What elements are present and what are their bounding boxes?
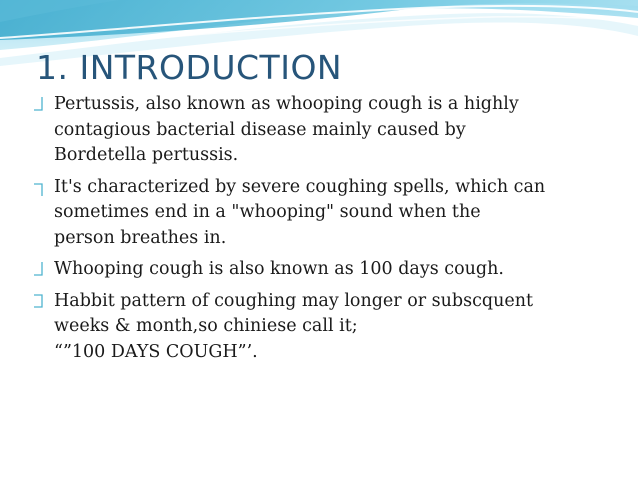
- bullet-text-line: sometimes end in a "whooping" sound when the: [54, 202, 481, 222]
- bullet-text-line: weeks & month,so chiniese call it;: [54, 316, 358, 336]
- bullet-text-line: It's characterized by severe coughing spells, which can: [54, 176, 546, 197]
- bullet-list: [32, 92, 612, 371]
- bullet-text-line: Pertussis, also known as whooping cough is a highly: [54, 94, 519, 114]
- bullet-item: [32, 92, 612, 169]
- bullet-item: [32, 175, 612, 252]
- bullet-text-line: contagious bacterial disease mainly caused by: [54, 119, 466, 140]
- bullet-text-line: Bordetella pertussis.: [54, 145, 239, 165]
- corner-bracket-icon: [34, 262, 43, 276]
- corner-bracket-icon: [34, 294, 43, 308]
- bullet-item: [32, 289, 612, 366]
- bullet-text-line: Whooping cough is also known as 100 days cough.: [54, 259, 504, 279]
- bullet-text-line: “”100 DAYS COUGH”’.: [54, 341, 258, 362]
- bullet-item: [32, 257, 612, 283]
- corner-bracket-icon: [34, 97, 43, 111]
- slide-title: 1. INTRODUCTION: [36, 48, 343, 87]
- bullet-text-line: Habbit pattern of coughing may longer or subscquent: [54, 290, 534, 311]
- corner-bracket-icon: [34, 183, 43, 197]
- bullet-text-line: person breathes in.: [54, 227, 227, 248]
